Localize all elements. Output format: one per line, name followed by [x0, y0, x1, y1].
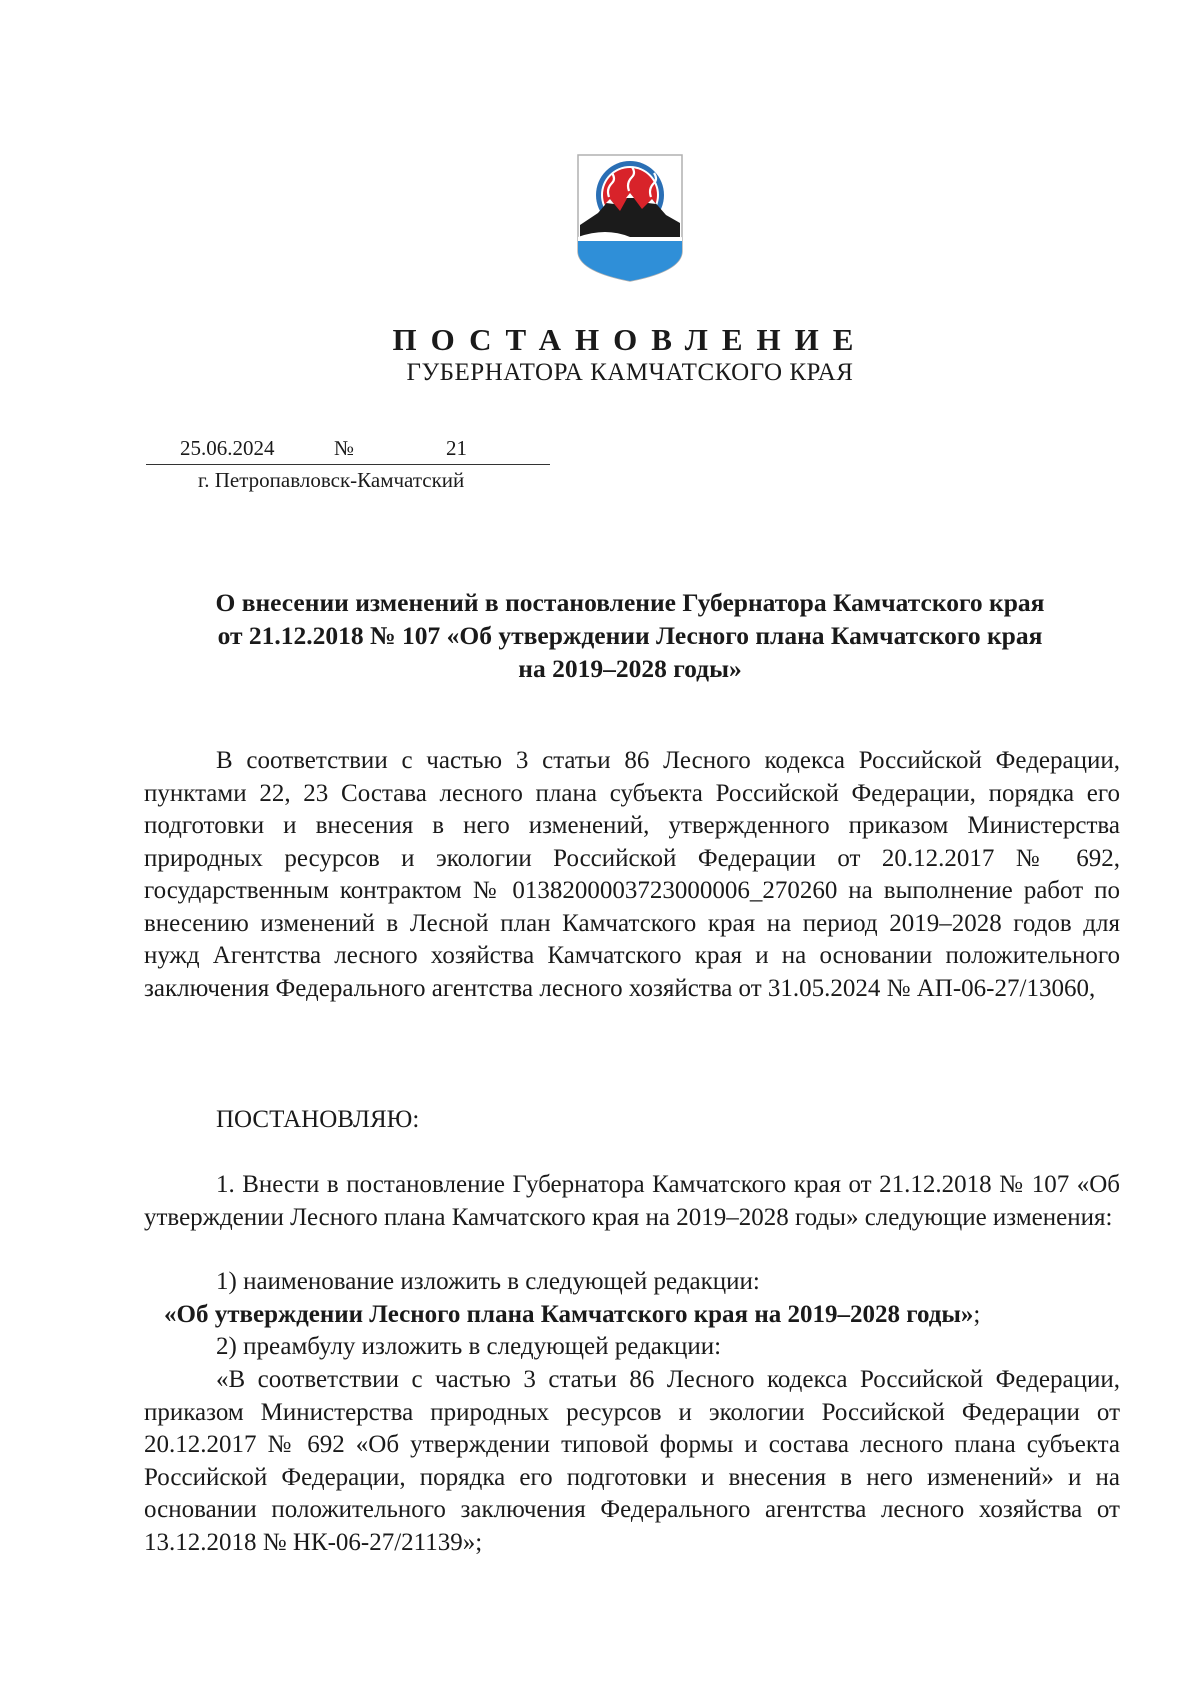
decree-word: ПОСТАНОВЛЯЮ: — [216, 1106, 420, 1133]
new-preamble-paragraph: «В соответствии с частью 3 статьи 86 Лесного кодекса Российской Федерации, приказом Министерства природных ресурсов и экологии Российской Федерации от 20.12.2017 № 692 «Об утверждении типовой формы и состава лесного плана субъекта Российской Федерации, порядка его подготовки и внесения в него изменений» и на основании положительного заключения Федерального агентства лесного хозяйства от 13.12.2018 № НК-06-27/21139»; — [144, 1366, 1120, 1556]
subitem-1-paragraph: 1) наименование изложить в следующей редакции: — [216, 1268, 760, 1295]
document-type-heading: ПОСТАНОВЛЕНИЕ — [392, 322, 868, 357]
title-line: на 2019–2028 годы» — [518, 654, 742, 683]
subitem-2-paragraph: 2) преамбулу изложить в следующей редакции: — [216, 1333, 722, 1360]
new-name-tail: ; — [973, 1301, 981, 1328]
place-of-issue: г. Петропавловск-Камчатский — [198, 468, 465, 492]
title-line: О внесении изменений в постановление Губернатора Камчатского края — [215, 588, 1045, 617]
new-name-text: «Об утверждении Лесного плана Камчатского края на 2019–2028 годы» — [164, 1301, 974, 1328]
document-date: 25.06.2024 — [180, 436, 275, 460]
number-sign: № — [334, 436, 355, 460]
item-1-paragraph: 1. Внести в постановление Губернатора Камчатского края от 21.12.2018 № 107 «Об утверждении Лесного плана Камчатского края на 2019–2028 годы» следующие изменения: — [144, 1171, 1120, 1231]
document-title — [140, 586, 1120, 685]
preamble-paragraph: В соответствии с частью 3 статьи 86 Лесного кодекса Российской Федерации, пунктами 22, 23 Состава лесного плана субъекта Российской Федерации, порядка его подготовки и внесения в него изменений, утвержденного приказом Министерства природных ресурсов и экологии Российской Федерации от 20.12.2017 № 692, государственным контрактом № 0138200003723000006_270260 на выполнение работ по внесению изменений в Лесной план Камчатского края на период 2019–2028 годов для нужд Агентства лесного хозяйства Камчатского края и на основании положительного заключения Федерального агентства лесного хозяйства от 31.05.2024 № АП-06-27/13060, — [144, 747, 1120, 1002]
title-line: от 21.12.2018 № 107 «Об утверждении Лесного плана Камчатского края — [217, 621, 1043, 650]
issuer-heading: ГУБЕРНАТОРА КАМЧАТСКОГО КРАЯ — [406, 359, 854, 386]
new-name-paragraph — [144, 1299, 1140, 1332]
document-number: 21 — [446, 436, 467, 460]
kamchatka-coat-of-arms-icon — [576, 153, 684, 283]
registration-line — [146, 436, 550, 465]
